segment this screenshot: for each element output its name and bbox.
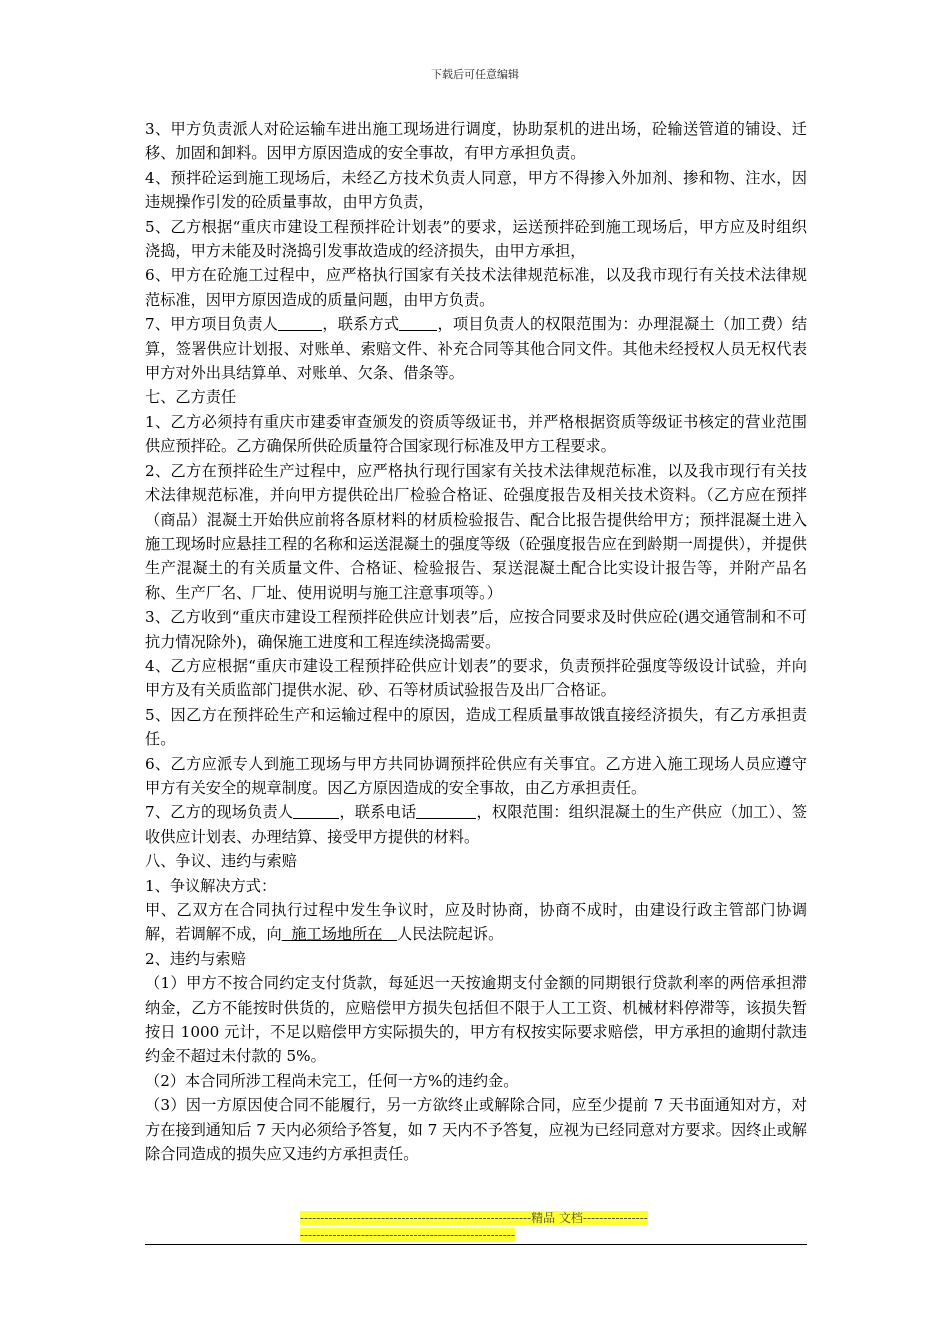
footer-divider bbox=[145, 1244, 807, 1245]
blank-field bbox=[293, 802, 339, 819]
clause-paragraph: （2）本合同所涉工程尚未完工，任何一方%的违约金。 bbox=[145, 1071, 519, 1090]
section-title: 八、争议、违约与索赔 bbox=[145, 852, 297, 871]
clause-paragraph-7: 7、乙方的现场负责人 ，联系电话 ，权限范围：组织混凝土的生产供应（加工）、签收供应计划表、办理结算、接受甲方提供的材料。 bbox=[145, 803, 808, 846]
clause-paragraph: （3）因一方原因使合同不能履行，另一方欲终止或解除合同，应至少提前 7 天书面通知对方，对方在接到通知后 7 天内必须给予答复，如 7 天内不予答复，应视为已经同意对方要求。因终止或解除合同造成的损失应又违约方承担责任。 bbox=[145, 1096, 807, 1164]
clause-paragraph: 4、乙方应根据“重庆市建设工程预拌砼供应计划表”的要求，负责预拌砼强度等级设计试验，并向甲方及有关质监部门提供水泥、砂、石等材质试验报告及出厂合格证。 bbox=[145, 656, 807, 700]
section-title: 七、乙方责任 bbox=[145, 388, 237, 407]
blank-field bbox=[399, 314, 437, 331]
court-location: 施工场地所在 bbox=[281, 925, 397, 944]
dispute-paragraph: 甲、乙双方在合同执行过程中发生争议时，应及时协商，协商不成时，由建设行政主管部门协调解，若调解不成，向 施工场地所在 人民法院起诉。 bbox=[145, 901, 807, 944]
clause-paragraph: 6、甲方在砼施工过程中，应严格执行国家有关技术法律规范标准，以及我市现行有关技术法律规范标准，因甲方原因造成的质量问题，由甲方负责。 bbox=[145, 266, 807, 309]
page-header: 下载后可任意编辑 bbox=[431, 68, 519, 81]
subsection-title: 1、争议解决方式： bbox=[145, 876, 277, 895]
document-body bbox=[145, 117, 807, 1166]
clause-paragraph: 1、乙方必须持有重庆市建委审查颁发的资质等级证书，并严格根据资质等级证书核定的营业范围供应预拌砼。乙方确保所供砼质量符合国家现行标准及甲方工程要求。 bbox=[145, 412, 807, 456]
clause-paragraph-7: 7、甲方项目负责人 ，联系方式 ，项目负责人的权限范围为：办理混凝土（加工费）结算，签署供应计划报、对账单、索赔文件、补充合同等其他合同文件。其他未经授权人员无权代表甲方对外出具结算单、对账单、欠条、借条等。 bbox=[145, 315, 808, 383]
blank-field bbox=[416, 802, 476, 819]
subsection-title: 2、违约与索赔 bbox=[145, 949, 246, 968]
clause-paragraph: 3、甲方负责派人对砼运输车进出施工现场进行调度，协助泵机的进出场，砼输送管道的铺设、迁移、加固和卸料。因甲方原因造成的安全事故，有甲方承担负责。 bbox=[145, 120, 807, 163]
clause-paragraph: 5、乙方根据“重庆市建设工程预拌砼计划表”的要求，运送预拌砼到施工现场后，甲方应及时组织浇捣，甲方未能及时浇捣引发事故造成的经济损失，由甲方承担， bbox=[145, 217, 807, 261]
clause-paragraph: 2、乙方在预拌砼生产过程中，应严格执行现行国家有关技术法律规范标准，以及我市现行有关技术法律规范标准，并向甲方提供砼出厂检验合格证、砼强度报告及相关技术资料。（乙方应在预拌（商品）混凝土开始供应前将各原材料的材质检验报告、配合比报告提供给甲方；预拌混凝土进入施工现场时应悬挂工程的名称和运送混凝土的强度等级（砼强度报告应在到龄期一周提供），并提供生产混凝土的有关质量文件、合格证、检验报告、泵送混凝土配合比实设计报告等，并附产品名称、生产厂名、厂址、使用说明与施工注意事项等。） bbox=[145, 461, 807, 602]
clause-paragraph: 4、预拌砼运到施工现场后，未经乙方技术负责人同意，甲方不得掺入外加剂、掺和物、注水，因违规操作引发的砼质量事故，由甲方负责， bbox=[145, 168, 807, 212]
footer-watermark: ---------------------------------------------------------精品 文档--------------------------------------------------------------------- bbox=[300, 1211, 648, 1242]
clause-paragraph: （1）甲方不按合同约定支付货款，每延迟一天按逾期支付金额的同期银行贷款利率的两倍承担滞纳金，乙方不能按时供货的，应赔偿甲方损失包括但不限于人工工资、机械材料停滞等，该损失暂按日 1000 元计，不足以赔偿甲方实际损失的，甲方有权按实际要求赔偿，甲方承担的逾期付款违约金不超过未付款的 5%。 bbox=[145, 974, 807, 1066]
clause-paragraph: 3、乙方收到“重庆市建设工程预拌砼供应计划表”后，应按合同要求及时供应砼(遇交通管制和不可抗力情况除外)，确保施工进度和工程连续浇捣需要。 bbox=[145, 608, 807, 651]
clause-paragraph: 6、乙方应派专人到施工现场与甲方共同协调预拌砼供应有关事宜。乙方进入施工现场人员应遵守甲方有关安全的规章制度。因乙方原因造成的安全事故，由乙方承担责任。 bbox=[145, 754, 807, 797]
blank-field bbox=[278, 314, 322, 331]
clause-paragraph: 5、因乙方在预拌砼生产和运输过程中的原因，造成工程质量事故饿直接经济损失，有乙方承担责任。 bbox=[145, 705, 807, 749]
